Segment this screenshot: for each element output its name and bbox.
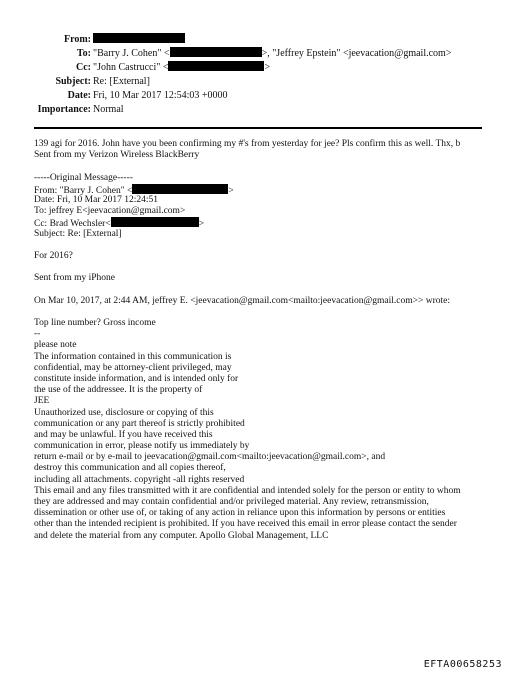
from-label: From: — [63, 34, 91, 45]
subject-label: Subject: — [55, 76, 91, 87]
body-line: 139 agi for 2016. John have you been confirming my #'s from yesterday for jee? Pls confirm this as well. Thx, b — [34, 139, 461, 149]
cc-label: Cc: — [76, 62, 91, 73]
disclaimer-line: Unauthorized use, disclosure or copying of this — [34, 407, 214, 418]
redaction-block — [132, 184, 228, 194]
email-body — [34, 139, 484, 542]
disclaimer-line: JEE — [34, 396, 50, 407]
disclaimer-line: communication or any part thereof is strictly prohibited — [34, 418, 245, 429]
quoted-intro: On Mar 10, 2017, at 2:44 AM, jeffrey E. <jeevacation@gmail.com<mailto:jeevacation@gmail.com>> wrote: — [34, 295, 451, 306]
original-from-part: > — [228, 185, 234, 196]
disclaimer-block — [34, 340, 484, 541]
disclaimer-line: the use of the addressee. It is the property of — [34, 385, 203, 396]
disclaimer-line: This email and any files transmitted with it are confidential and intended solely for the person or entity to whom — [34, 485, 461, 496]
date-label: Date: — [67, 90, 91, 101]
original-message-header: -----Original Message----- — [34, 172, 133, 183]
disclaimer-line: dissemination or other use of, or taking of any action in reliance upon this information by persons or entities — [34, 508, 446, 519]
date-value: Fri, 10 Mar 2017 12:54:03 +0000 — [93, 90, 228, 101]
original-cc-part: > — [198, 219, 205, 230]
disclaimer-line: please note — [34, 340, 77, 351]
original-date: Date: Fri, 10 Mar 2017 12:24:51 — [34, 194, 159, 205]
disclaimer-line: destroy this communication and all copies thereof, — [34, 463, 226, 474]
disclaimer-line: return e-mail or by e-mail to jeevacation@gmail.com<mailto:jeevacation@gmail.com>, and — [34, 452, 386, 463]
disclaimer-line: communication in error, please notify us immediately by — [34, 441, 250, 452]
body-line: For 2016? — [34, 250, 73, 261]
to-value — [93, 47, 451, 60]
to-value-part: "Barry J. Cohen" < — [93, 48, 170, 59]
original-from — [34, 184, 484, 195]
cc-value-part: > — [264, 62, 271, 73]
disclaimer-line: confidential, may be attorney-client privileged, may — [34, 362, 232, 373]
importance-value: Normal — [93, 104, 124, 115]
disclaimer-line: they are addressed and may contain confidential and/or privileged material. Any review, retransmission, — [34, 497, 429, 507]
header-divider — [34, 127, 482, 129]
disclaimer-line: and delete the material from any computer. Apollo Global Management, LLC — [34, 530, 329, 541]
original-cc — [34, 217, 484, 228]
original-to: To: jeffrey E<jeevacation@gmail.com> — [34, 206, 186, 217]
original-cc-part: Cc: Brad Wechsler< — [34, 219, 111, 230]
to-value-part: >, "Jeffrey Epstein" <jeevacation@gmail.com> — [261, 48, 452, 59]
redaction-block — [170, 47, 262, 57]
original-subject: Subject: Re: [External] — [34, 228, 122, 239]
original-from-part: From: "Barry J. Cohen" < — [34, 185, 133, 196]
cc-value-part: "John Castrucci" < — [93, 62, 169, 73]
redaction-block — [168, 61, 264, 71]
bates-number: EFTA00658253 — [423, 659, 502, 670]
redaction-block — [93, 33, 185, 43]
body-line: Sent from my iPhone — [34, 273, 116, 284]
subject-value: Re: [External] — [93, 76, 150, 87]
disclaimer-line: The information contained in this communication is — [34, 351, 232, 362]
body-line: Top line number? Gross income — [34, 318, 156, 328]
cc-value — [93, 61, 270, 74]
importance-label: Importance: — [37, 104, 91, 115]
disclaimer-line: and may be unlawful. If you have received this — [34, 429, 213, 440]
redaction-block — [111, 217, 199, 227]
from-value — [93, 33, 185, 46]
disclaimer-line: other than the intended recipient is prohibited. If you have received this email in error please contact the sender — [34, 519, 457, 530]
signature-separator: -- — [34, 329, 41, 340]
to-label: To: — [76, 48, 91, 59]
disclaimer-line: constitute inside information, and is intended only for — [34, 373, 239, 384]
body-line: Sent from my Verizon Wireless BlackBerry — [34, 150, 200, 161]
disclaimer-line: including all attachments. copyright -all rights reserved — [34, 474, 245, 485]
